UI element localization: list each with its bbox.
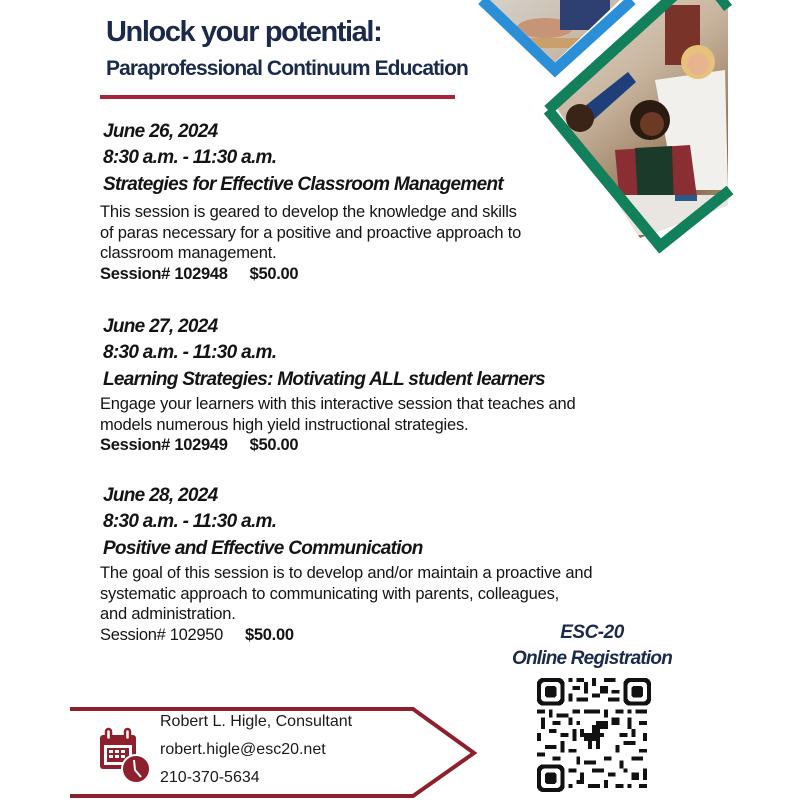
session-description: This session is geared to develop the knowledge and skills of paras necessary for a positive and proactive approach to classroom management. (100, 203, 522, 262)
session-meta (100, 264, 521, 284)
registration-org: ESC-20 (560, 622, 624, 643)
calendar-clock-icon (98, 727, 152, 785)
session-price: $50.00 (245, 625, 294, 644)
qr-code-icon[interactable] (537, 678, 651, 792)
contact-phone[interactable]: 210-370-5634 (160, 769, 260, 786)
registration-label: Online Registration (511, 648, 673, 669)
session-date: June 26, 2024 (103, 121, 218, 142)
session-number: Session# 102949 (100, 436, 228, 454)
session-number: Session# 102948 (100, 264, 228, 283)
contact-name: Robert L. Higle, Consultant (160, 713, 353, 730)
session-title: Strategies for Effective Classroom Management (103, 174, 504, 195)
session-meta (100, 435, 575, 455)
contact-info (160, 708, 352, 792)
session-number: Session# 102950 (100, 625, 224, 644)
session-description: The goal of this session is to develop and/or maintain a proactive and systematic approach to communicating with parents, colleagues, and administration. (100, 564, 593, 623)
session-card-2 (100, 314, 575, 455)
registration-heading (492, 620, 692, 672)
session-title: Learning Strategies: Motivating ALL student learners (103, 369, 545, 390)
title-divider (100, 95, 455, 99)
session-date: June 28, 2024 (103, 485, 218, 506)
session-title: Positive and Effective Communication (103, 538, 423, 559)
session-time: 8:30 a.m. - 11:30 a.m. (103, 147, 277, 168)
session-description: Engage your learners with this interactive session that teaches and models numerous high yield instructional strategies. (100, 395, 576, 434)
session-card-1 (100, 119, 521, 284)
session-price: $50.00 (249, 264, 299, 283)
session-price: $50.00 (249, 436, 299, 454)
contact-email[interactable]: robert.higle@esc20.net (160, 741, 326, 758)
page-title: Unlock your potential: (106, 16, 382, 48)
session-time: 8:30 a.m. - 11:30 a.m. (103, 511, 277, 532)
page-subtitle: Paraprofessional Continuum Education (106, 57, 468, 80)
session-time: 8:30 a.m. - 11:30 a.m. (103, 342, 277, 363)
session-date: June 27, 2024 (103, 316, 218, 337)
